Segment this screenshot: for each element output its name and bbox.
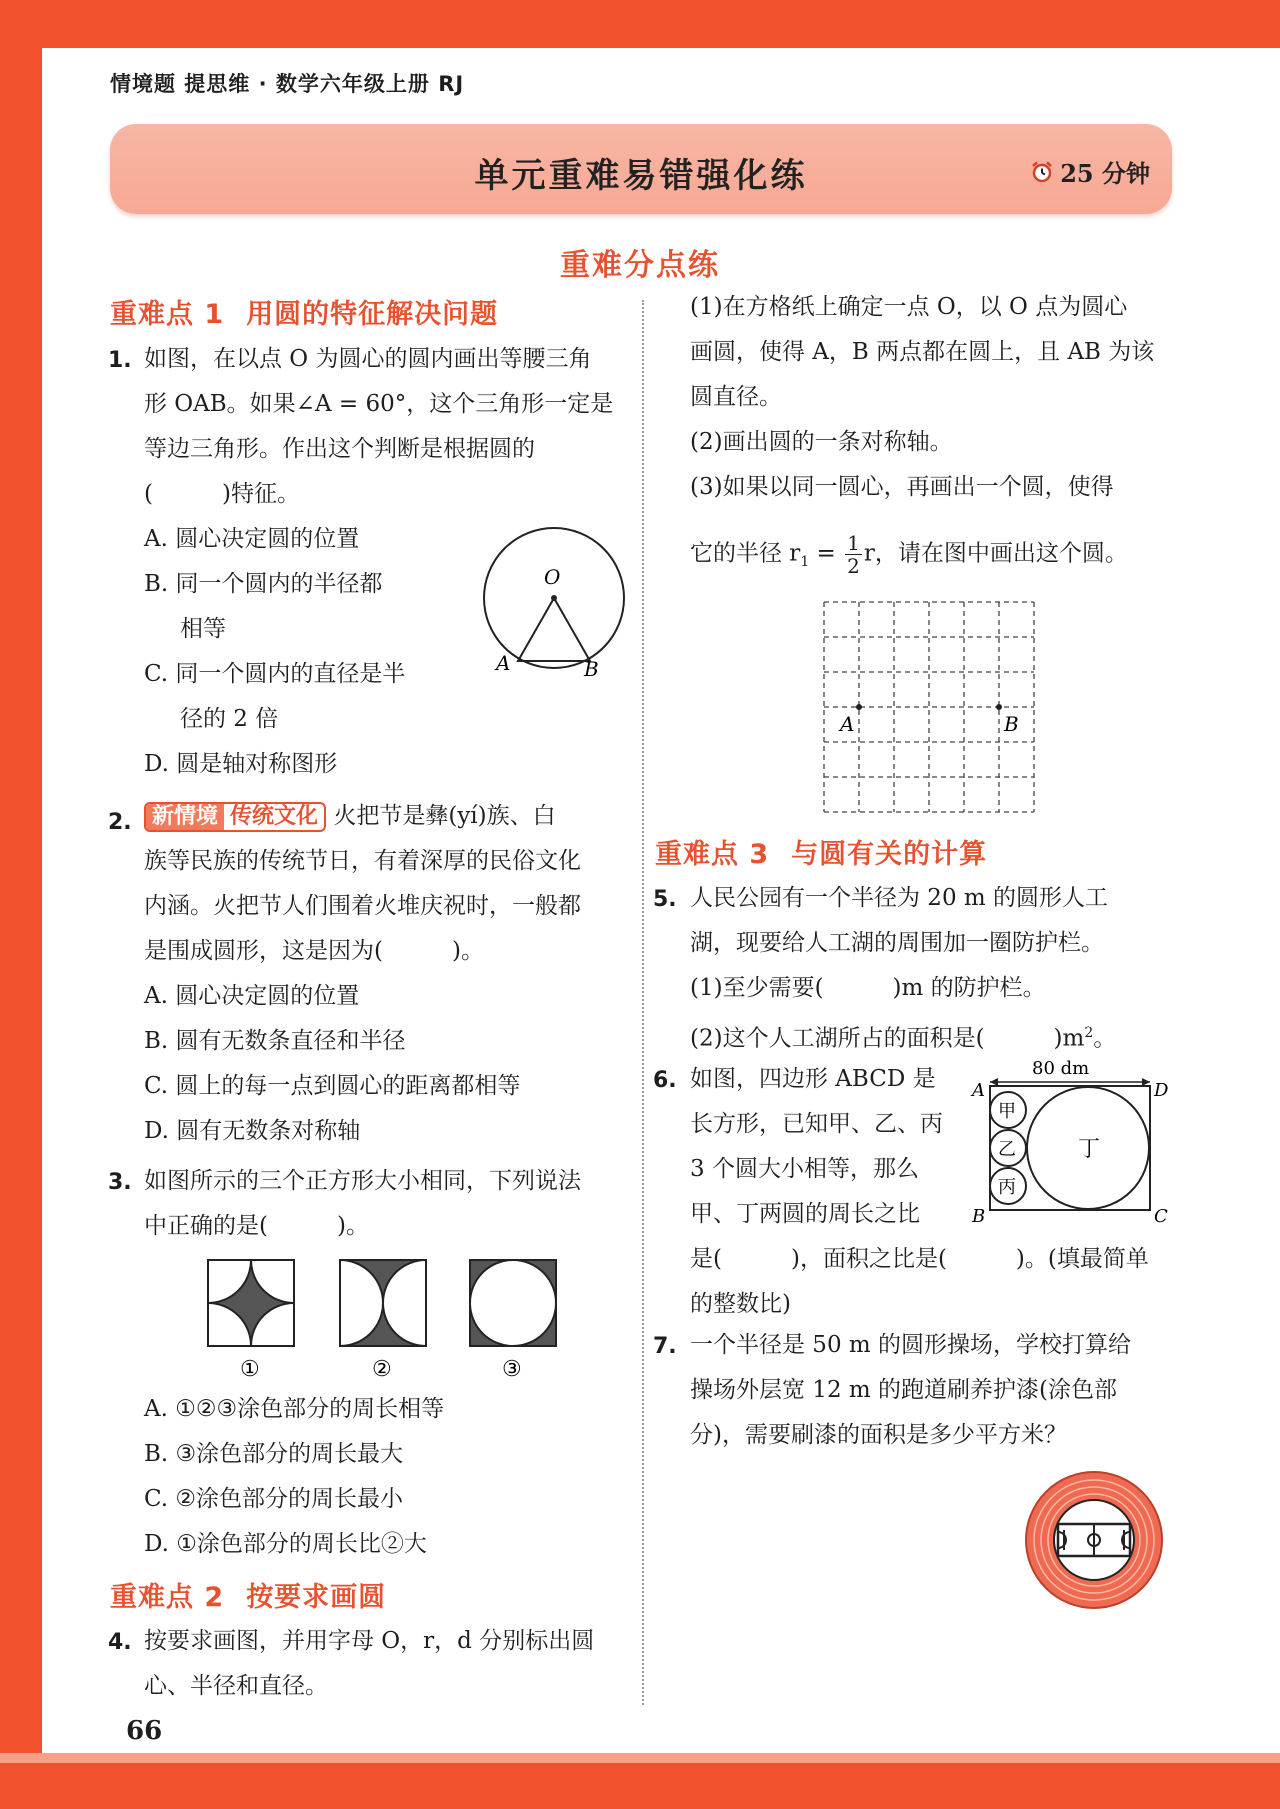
key-point-2 — [110, 1575, 386, 1614]
q1-option-c-cont: 径的 2 倍 — [180, 706, 279, 732]
tag-new-scenario: 新情境 — [146, 804, 224, 830]
q5-line-1: 人民公园有一个半径为 20 m 的圆形人工 — [690, 885, 1109, 911]
key-point-title: 用圆的特征解决问题 — [246, 299, 499, 330]
q6-rectangle-figure — [962, 1056, 1172, 1236]
key-point-1 — [110, 292, 498, 331]
q1-option-c: C. 同一个圆内的直径是半 — [144, 661, 406, 687]
q5-sub-2-text: (2)这个人工湖所占的面积是( )m — [690, 1025, 1085, 1052]
label-b: B — [584, 657, 599, 681]
key-point-label: 重难点 2 — [110, 1582, 225, 1613]
corner-b: B — [972, 1206, 986, 1227]
q4-sub-1: (1)在方格纸上确定一点 O，以 O 点为圆心 — [690, 294, 1128, 320]
top-border — [0, 0, 1280, 48]
q1-line-1: 如图，在以点 O 为圆心的圆内画出等腰三角 — [144, 346, 592, 372]
q1-option-b-cont: 相等 — [180, 616, 226, 642]
q1-option-a: A. 圆心决定圆的位置 — [144, 526, 360, 552]
q4-grid-figure — [822, 600, 1044, 822]
q1-option-b: B. 同一个圆内的半径都 — [144, 571, 383, 597]
key-point-title: 按要求画圆 — [246, 1582, 387, 1613]
frac-den: 2 — [847, 554, 860, 578]
question-number: 1. — [108, 348, 132, 373]
q3-option-c: C. ②涂色部分的周长最小 — [144, 1486, 404, 1512]
q3-option-b: B. ③涂色部分的周长最大 — [144, 1441, 404, 1467]
circle-jia: 甲 — [998, 1101, 1016, 1122]
square-label-3: ③ — [502, 1357, 522, 1382]
q1-line-2: 形 OAB。如果∠A = 60°，这个三角形一定是 — [144, 391, 614, 417]
grid-label-a: A — [840, 712, 855, 736]
q1-option-d: D. 圆是轴对称图形 — [144, 751, 338, 777]
q6-line-3: 3 个圆大小相等，那么 — [690, 1156, 919, 1182]
corner-a: A — [972, 1080, 985, 1101]
question-number: 4. — [108, 1630, 132, 1655]
q4-line-1: 按要求画图，并用字母 O，r，d 分别标出圆 — [144, 1628, 595, 1654]
label-o: O — [544, 565, 561, 589]
alarm-clock-icon — [1030, 160, 1054, 184]
q2-option-d: D. 圆有无数条对称轴 — [144, 1118, 361, 1144]
fraction-one-half — [845, 532, 862, 577]
q4-sub-3: (3)如果以同一圆心，再画出一个圆，使得 — [690, 474, 1114, 500]
q3-squares-figure — [200, 1254, 570, 1384]
question-number: 6. — [653, 1068, 677, 1093]
q4-sub-1-cont2: 圆直径。 — [690, 384, 782, 410]
question-number: 2. — [108, 810, 132, 835]
label-a: A — [496, 651, 511, 675]
corner-c: C — [1154, 1206, 1168, 1227]
q3-line-2: 中正确的是( )。 — [144, 1213, 369, 1239]
square-3 — [470, 1260, 556, 1346]
question-number: 3. — [108, 1170, 132, 1195]
q2-option-a: A. 圆心决定圆的位置 — [144, 983, 360, 1009]
bottom-band — [0, 1753, 1280, 1763]
q6-line-6: 的整数比) — [690, 1291, 791, 1317]
square-2 — [340, 1260, 426, 1346]
q6-line-1: 如图，四边形 ABCD 是 — [690, 1066, 936, 1092]
section-heading: 重难分点练 — [560, 248, 720, 283]
column-divider — [642, 300, 644, 1705]
timer-label: 25 分钟 — [1060, 159, 1150, 188]
tag-traditional-culture: 传统文化 — [230, 804, 319, 829]
square-1 — [208, 1260, 294, 1346]
circle-ding: 丁 — [1078, 1137, 1101, 1162]
q1-line-3: 等边三角形。作出这个判断是根据圆的 — [144, 436, 535, 462]
q2-option-b: B. 圆有无数条直径和半径 — [144, 1028, 406, 1054]
q1-circle-figure — [478, 522, 638, 682]
bottom-border — [0, 1763, 1280, 1809]
banner-title: 单元重难易错强化练 — [474, 156, 808, 196]
q6-line-4: 甲、丁两圆的周长之比 — [690, 1201, 920, 1227]
q4-sub-2: (2)画出圆的一条对称轴。 — [690, 429, 953, 455]
q2-line-2: 族等民族的传统节日，有着深厚的民俗文化 — [144, 848, 581, 874]
page-number: 66 — [126, 1716, 163, 1746]
frac-post: r，请在图中画出这个圆。 — [863, 540, 1128, 567]
superscript-2: 2 — [1084, 1025, 1094, 1041]
frac-pre: 它的半径 r — [690, 540, 801, 567]
key-point-3 — [655, 832, 987, 871]
frac-sub: 1 — [800, 554, 810, 571]
scenario-tag — [144, 802, 326, 832]
q7-track-figure — [1022, 1468, 1166, 1612]
q5-sub-2 — [690, 1018, 1116, 1054]
q2-line-1-text: 火把节是彝(yí)族、白 — [333, 803, 556, 829]
corner-d: D — [1154, 1080, 1169, 1101]
q3-option-a: A. ①②③涂色部分的周长相等 — [144, 1396, 445, 1422]
square-label-2: ② — [372, 1357, 392, 1382]
key-point-label: 重难点 3 — [655, 839, 770, 870]
q4-sub-1-cont: 画圆，使得 A，B 两点都在圆上，且 AB 为该 — [690, 339, 1155, 365]
q6-line-2: 长方形，已知甲、乙、丙 — [690, 1111, 943, 1137]
q5-sub-1: (1)至少需要( )m 的防护栏。 — [690, 975, 1046, 1001]
q2-line-1 — [144, 801, 556, 832]
question-number: 5. — [653, 887, 677, 912]
unit-banner — [110, 124, 1172, 214]
square-label-1: ① — [240, 1357, 260, 1382]
key-point-title: 与圆有关的计算 — [791, 839, 988, 870]
q7-line-3: 分)，需要刷漆的面积是多少平方米？ — [690, 1422, 1067, 1448]
dim-label: 80 dm — [1032, 1058, 1090, 1079]
book-title: 情境题 提思维 · 数学六年级上册 RJ — [110, 72, 465, 96]
q5-line-2: 湖，现要给人工湖的周围加一圈防护栏。 — [690, 930, 1104, 956]
q3-line-1: 如图所示的三个正方形大小相同，下列说法 — [144, 1168, 581, 1194]
q7-line-1: 一个半径是 50 m 的圆形操场，学校打算给 — [690, 1332, 1132, 1358]
circle-yi: 乙 — [998, 1139, 1016, 1160]
q4-sub-3-cont — [690, 532, 1128, 577]
circle-bing: 丙 — [998, 1177, 1016, 1198]
q3-option-d: D. ①涂色部分的周长比②大 — [144, 1531, 427, 1557]
q1-line-4: ( )特征。 — [144, 481, 300, 507]
grid-label-b: B — [1004, 712, 1019, 736]
q6-line-5: 是( )，面积之比是( )。(填最简单 — [690, 1246, 1149, 1272]
key-point-label: 重难点 1 — [110, 299, 225, 330]
q5-sub-2-end: 。 — [1093, 1025, 1117, 1052]
q7-line-2: 操场外层宽 12 m 的跑道刷养护漆(涂色部 — [690, 1377, 1117, 1403]
q2-line-4: 是围成圆形，这是因为( )。 — [144, 938, 484, 964]
frac-num: 1 — [847, 531, 860, 555]
q4-line-2: 心、半径和直径。 — [144, 1673, 328, 1699]
timer — [1030, 154, 1150, 189]
q2-line-3: 内涵。火把节人们围着火堆庆祝时，一般都 — [144, 893, 581, 919]
question-number: 7. — [653, 1334, 677, 1359]
frac-eq: = — [809, 540, 844, 567]
q2-option-c: C. 圆上的每一点到圆心的距离都相等 — [144, 1073, 521, 1099]
